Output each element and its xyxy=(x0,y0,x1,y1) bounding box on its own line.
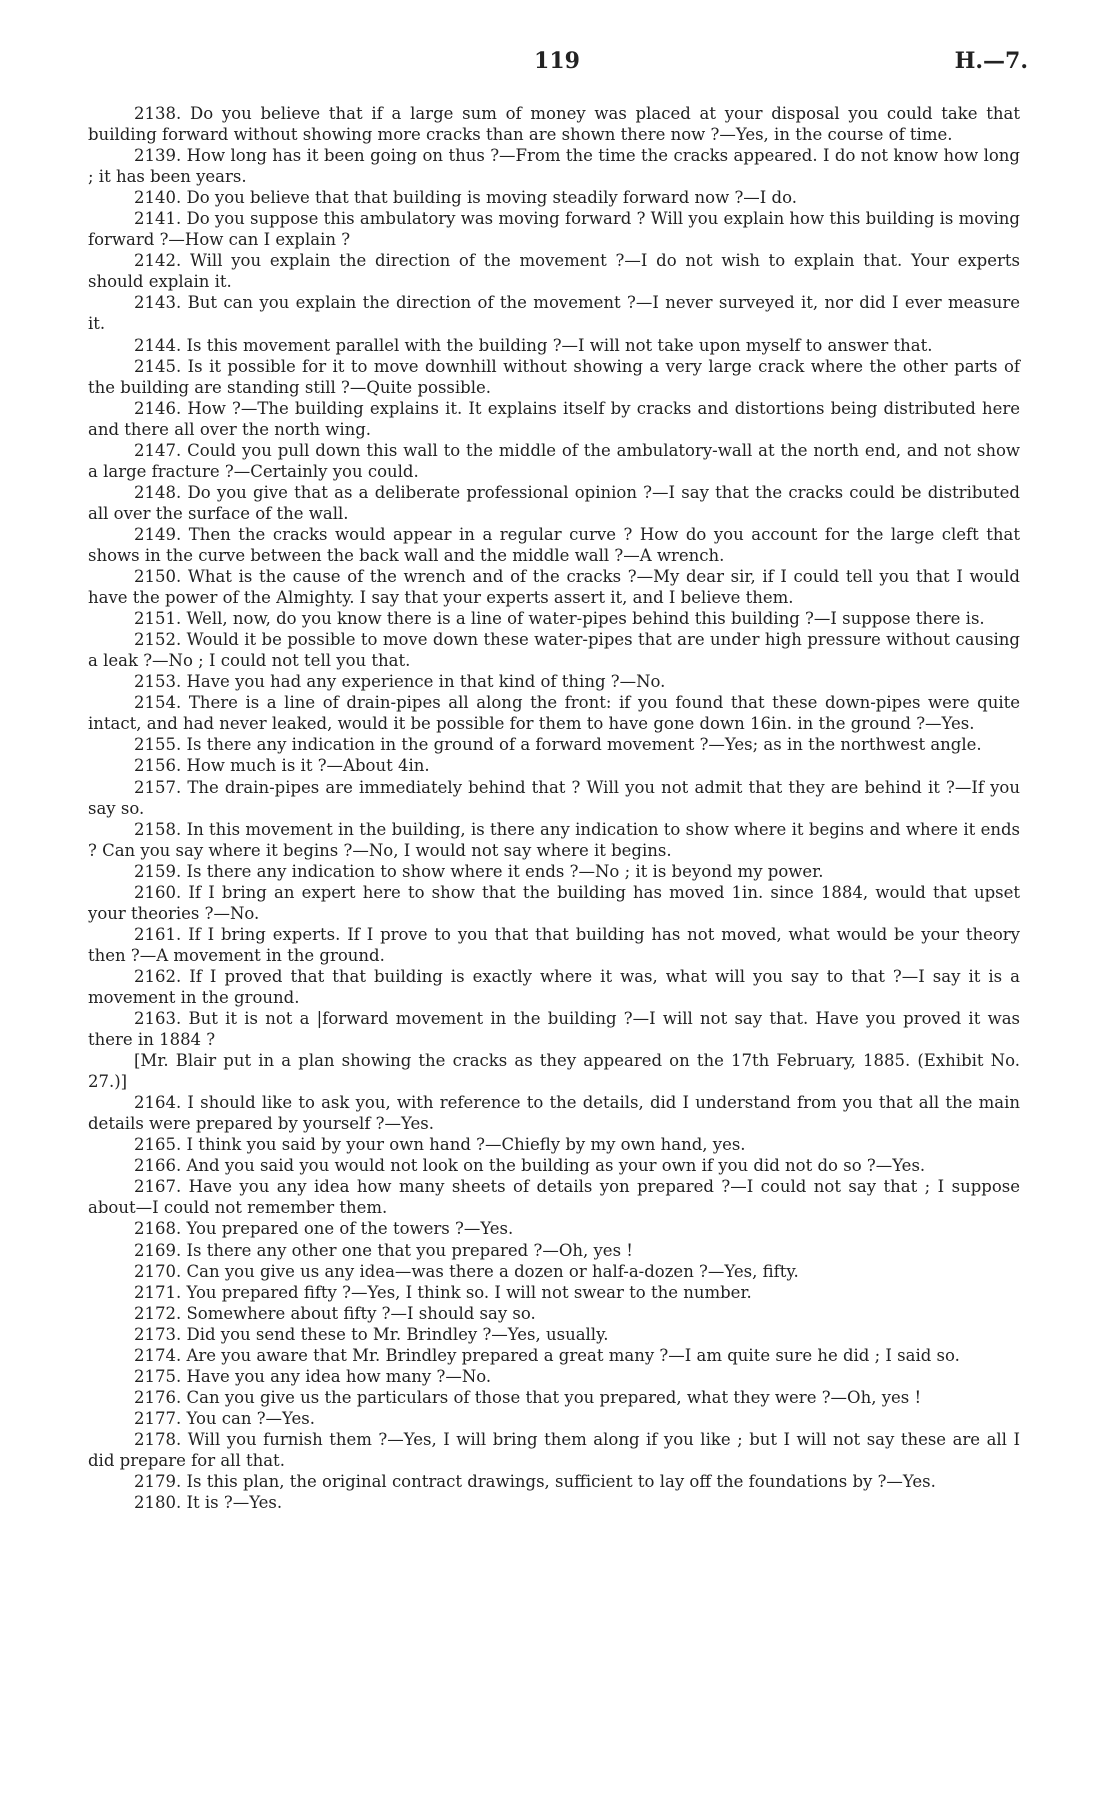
question-2160: 2160. If I bring an expert here to show that the building has moved 1in. since 1884, would that upset your theories ?—No. xyxy=(88,882,1020,923)
evidence-text xyxy=(88,103,1020,1513)
question-2179: 2179. Is this plan, the original contract drawings, sufficient to lay off the foundations by ?—Yes. xyxy=(134,1472,936,1492)
question-2143: 2143. But can you explain the direction of the movement ?—I never surveyed it, nor did I ever measure it. xyxy=(88,293,1020,334)
question-2177: 2177. You can ?—Yes. xyxy=(134,1408,315,1428)
question-2165: 2165. I think you said by your own hand ?—Chiefly by my own hand, yes. xyxy=(134,1135,746,1155)
question-2156: 2156. How much is it ?—About 4in. xyxy=(134,756,430,776)
question-2175: 2175. Have you any idea how many ?—No. xyxy=(134,1366,492,1386)
question-2171: 2171. You prepared fifty ?—Yes, I think so. I will not swear to the number. xyxy=(134,1282,752,1302)
question-2167: 2167. Have you any idea how many sheets of details yon prepared ?—I could not say that ; I suppose about—I could not remember them. xyxy=(88,1177,1020,1218)
question-2141: 2141. Do you suppose this ambulatory was moving forward ? Will you explain how this building is moving forward ?—How can I explain ? xyxy=(88,209,1020,250)
question-2147: 2147. Could you pull down this wall to the middle of the ambulatory-wall at the north end, and not show a large fracture ?—Certainly you could. xyxy=(88,440,1020,481)
question-2153: 2153. Have you had any experience in that kind of thing ?—No. xyxy=(134,672,666,692)
question-2162: 2162. If I proved that that building is exactly where it was, what will you say to that ?—I say it is a movement in the ground. xyxy=(88,966,1020,1007)
question-2163: 2163. But it is not a |forward movement in the building ?—I will not say that. Have you proved it was there in 1884 ? xyxy=(88,1009,1020,1050)
question-2142: 2142. Will you explain the direction of the movement ?—I do not wish to explain that. Your experts should explain it. xyxy=(88,251,1020,292)
question-2150: 2150. What is the cause of the wrench and of the cracks ?—My dear sir, if I could tell you that I would have the power of the Almighty. I say that your experts assert it, and I believe them. xyxy=(88,567,1020,608)
question-2159: 2159. Is there any indication to show where it ends ?—No ; it is beyond my power. xyxy=(134,861,824,881)
question-2180: 2180. It is ?—Yes. xyxy=(134,1493,283,1513)
question-2155: 2155. Is there any indication in the ground of a forward movement ?—Yes; as in the northwest angle. xyxy=(134,735,982,755)
question-2174: 2174. Are you aware that Mr. Brindley prepared a great many ?—I am quite sure he did ; I said so. xyxy=(134,1345,960,1365)
question-2149: 2149. Then the cracks would appear in a regular curve ? How do you account for the large cleft that shows in the curve between the back wall and the middle wall ?—A wrench. xyxy=(88,524,1020,565)
question-2161: 2161. If I bring experts. If I prove to you that that building has not moved, what would be your theory then ?—A movement in the ground. xyxy=(88,924,1020,965)
question-2157: 2157. The drain-pipes are immediately behind that ? Will you not admit that they are behind it ?—If you say so. xyxy=(88,777,1020,818)
document-reference: H.—7. xyxy=(954,48,1028,74)
question-2173: 2173. Did you send these to Mr. Brindley ?—Yes, usually. xyxy=(134,1324,609,1344)
question-2176: 2176. Can you give us the particulars of those that you prepared, what they were ?—Oh, yes ! xyxy=(134,1387,922,1407)
question-2138: 2138. Do you believe that if a large sum of money was placed at your disposal you could take that building forward without showing more cracks than are shown there now ?—Yes, in the course of time. xyxy=(88,104,1020,145)
question-2152: 2152. Would it be possible to move down these water-pipes that are under high pressure without causing a leak ?—No ; I could not tell you that. xyxy=(88,630,1020,671)
question-2178: 2178. Will you furnish them ?—Yes, I will bring them along if you like ; but I will not say these are all I did prepare for all that. xyxy=(88,1429,1020,1470)
question-2146: 2146. How ?—The building explains it. It explains itself by cracks and distortions being distributed here and there all over the north wing. xyxy=(88,398,1020,439)
question-2151: 2151. Well, now, do you know there is a line of water-pipes behind this building ?—I suppose there is. xyxy=(134,609,985,629)
page-number: 119 xyxy=(534,48,580,74)
question-2148: 2148. Do you give that as a deliberate professional opinion ?—I say that the cracks could be distributed all over the surface of the wall. xyxy=(88,482,1020,523)
question-2154: 2154. There is a line of drain-pipes all along the front: if you found that these down-pipes were quite intact, and had never leaked, would it be possible for them to have gone down 16in. in the ground ?—Yes. xyxy=(88,693,1020,734)
question-2139: 2139. How long has it been going on thus ?—From the time the cracks appeared. I do not know how long ; it has been years. xyxy=(88,146,1020,187)
question-2166: 2166. And you said you would not look on the building as your own if you did not do so ?—Yes. xyxy=(134,1156,926,1176)
question-2144: 2144. Is this movement parallel with the building ?—I will not take upon myself to answer that. xyxy=(134,335,933,355)
question-2172: 2172. Somewhere about fifty ?—I should say so. xyxy=(134,1303,536,1323)
question-2158: 2158. In this movement in the building, is there any indication to show where it begins and where it ends ? Can you say where it begins ?—No, I would not say where it begins. xyxy=(88,819,1020,860)
page-header xyxy=(0,48,1114,78)
question-2169: 2169. Is there any other one that you prepared ?—Oh, yes ! xyxy=(134,1240,633,1260)
question-2164: 2164. I should like to ask you, with reference to the details, did I understand from you that all the main details were prepared by yourself ?—Yes. xyxy=(88,1093,1020,1134)
question-2170: 2170. Can you give us any idea—was there a dozen or half-a-dozen ?—Yes, fifty. xyxy=(134,1261,799,1281)
question-2145: 2145. Is it possible for it to move downhill without showing a very large crack where the other parts of the building are standing still ?—Quite possible. xyxy=(88,356,1020,397)
question-2168: 2168. You prepared one of the towers ?—Yes. xyxy=(134,1219,514,1239)
exhibit-note: [Mr. Blair put in a plan showing the cracks as they appeared on the 17th February, 1885. (Exhibit No. 27.)] xyxy=(88,1051,1020,1092)
question-2140: 2140. Do you believe that that building is moving steadily forward now ?—I do. xyxy=(134,188,798,208)
